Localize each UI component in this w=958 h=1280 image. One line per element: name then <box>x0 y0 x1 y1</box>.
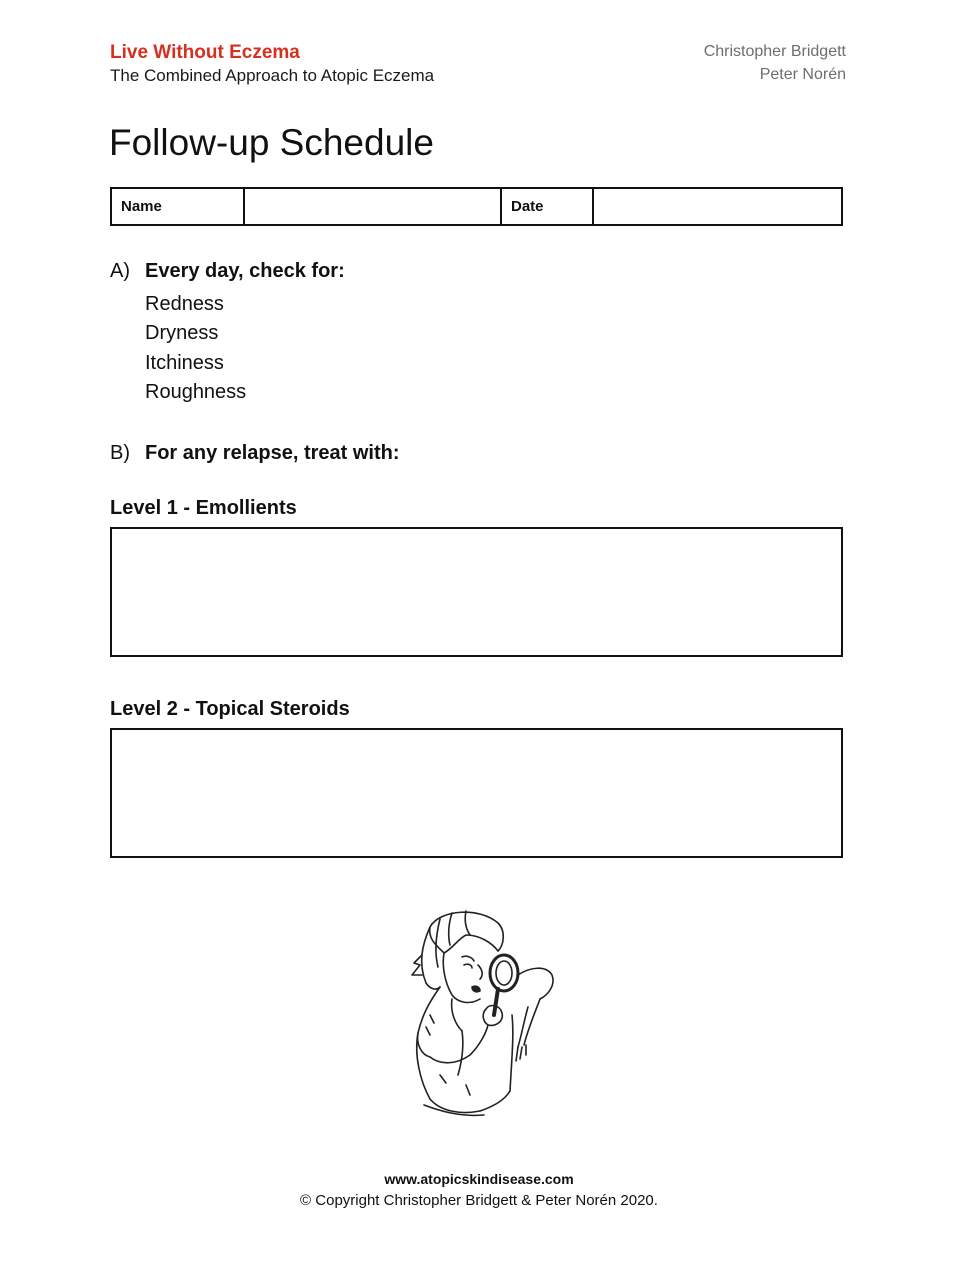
list-item: Redness <box>145 293 224 315</box>
section-a-heading: Every day, check for: <box>145 260 345 282</box>
date-field[interactable] <box>594 189 841 224</box>
list-item: Roughness <box>145 380 247 403</box>
level-1-heading: Level 1 - Emollients <box>110 497 297 519</box>
level-2-heading: Level 2 - Topical Steroids <box>110 698 350 720</box>
level-2-box[interactable] <box>110 728 843 858</box>
check-list <box>145 290 246 407</box>
woman-with-magnifying-glass-icon <box>400 905 565 1120</box>
authors <box>704 40 846 86</box>
list-item: Itchiness <box>145 351 224 374</box>
author-1: Christopher Bridgett <box>703 43 846 60</box>
footer-url: www.atopicskindisease.com <box>384 1171 574 1187</box>
footer-copyright: © Copyright Christopher Bridgett & Peter Norén 2020. <box>300 1192 658 1209</box>
brand-subtitle: The Combined Approach to Atopic Eczema <box>110 66 435 85</box>
list-item: Dryness <box>145 322 219 345</box>
page-title: Follow-up Schedule <box>109 122 434 163</box>
name-date-table <box>110 187 843 226</box>
name-label: Name <box>112 189 245 224</box>
level-1-box[interactable] <box>110 527 843 657</box>
brand-title: Live Without Eczema <box>110 42 300 63</box>
author-2: Peter Norén <box>759 66 846 83</box>
section-b-heading: For any relapse, treat with: <box>145 442 400 464</box>
section-b-marker: B) <box>110 442 130 464</box>
date-label: Date <box>502 189 594 224</box>
section-a-marker: A) <box>110 260 130 282</box>
name-field[interactable] <box>245 189 502 224</box>
